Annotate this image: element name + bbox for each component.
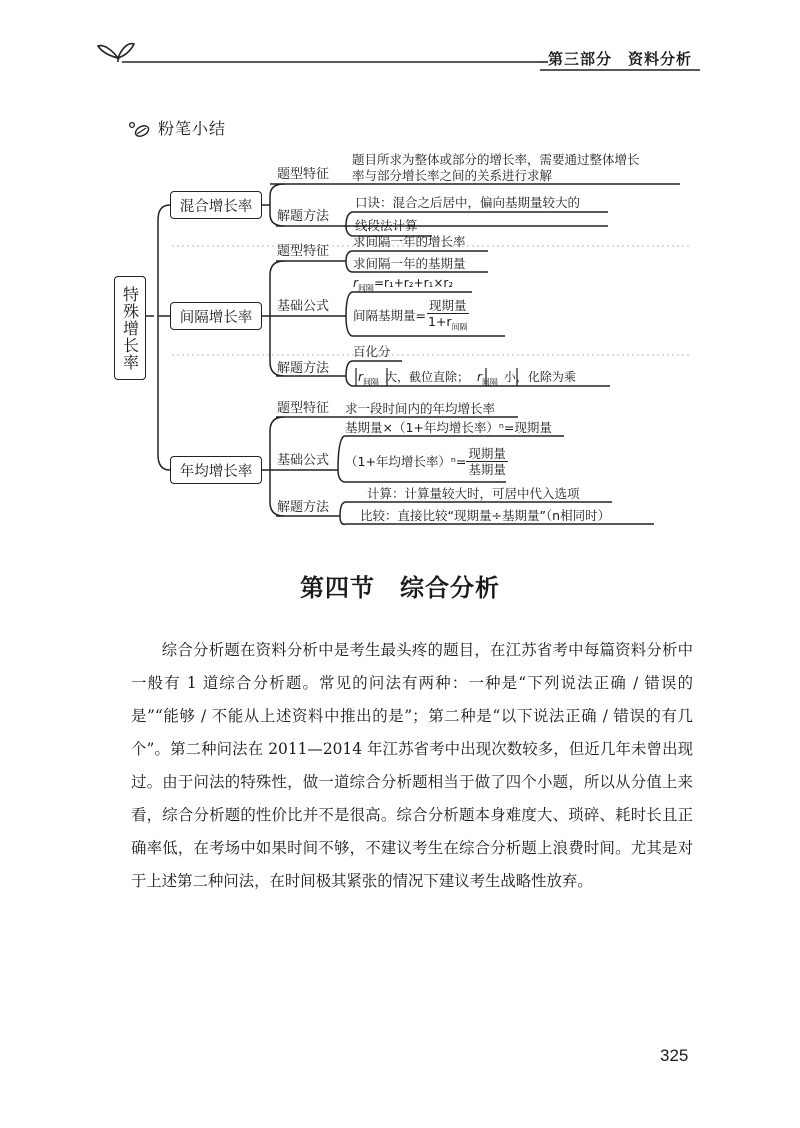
item-label: 解题方法 (277, 209, 330, 224)
item-label: 题型特征 (277, 401, 330, 416)
page-number: 325 (660, 1046, 689, 1065)
compare-big: 大，截位直除； (384, 370, 469, 384)
compare-sub: 间隔 (362, 377, 379, 387)
item-text: 线段法计算 (355, 218, 418, 233)
item-label: 解题方法 (277, 361, 330, 376)
body-paragraph: 综合分析题在资料分析中是考生最头疼的题目，在江苏省考中每篇资料分析中一般有 1 道综合分析题。常见的问法有两种：一种是“下列说法正确 / 错误的是”“能够 / 不能从上述资料中推出的是”；第二种是“以下说法正确 / 错误的有几个”。第二种问法在 2011—2014 年江苏省考中出现次数较多，但近几年未曾出现过。由于问法的特殊性，做一道综合分析题相当于做了四个小题，所以从分值上来看，综合分析题的性价比并不是很高。综合分析题本身难度大、琐碎、耗时长且正确率低，在考场中如果时间不够，不建议考生在综合分析题上浪费时间。尤其是对于上述第二种问法，在时间极其紧张的情况下建议考生战略性放弃。 (131, 641, 693, 890)
compare-small: 小，化除为乘 (503, 370, 576, 384)
item-text: 口诀：混合之后居中，偏向基期量较大的 (355, 195, 581, 210)
item-text: 求一段时间内的年均增长率 (345, 401, 496, 416)
compare-var: r (476, 370, 482, 384)
item-text: 率与部分增长率之间的关系进行求解 (352, 168, 553, 183)
formula-prefix: 间隔基期量= (353, 308, 426, 324)
compare-line (358, 369, 576, 390)
formula-var: r (353, 276, 358, 290)
formula-numerator: 现期量 (429, 298, 467, 313)
item-label: 基础公式 (277, 453, 330, 468)
item-label: 题型特征 (277, 244, 330, 259)
formula-interval-base (353, 298, 470, 335)
formula-interval-rate (353, 275, 453, 296)
root-label: 特殊增长率 (120, 285, 140, 371)
formula-annual (345, 446, 508, 477)
branch-interval-growth (170, 302, 262, 330)
branch-mixed-growth (170, 191, 262, 219)
item-text: 求间隔一年的增长率 (353, 234, 466, 249)
item-text: 求间隔一年的基期量 (353, 256, 466, 271)
item-label: 题型特征 (277, 167, 330, 182)
summary-heading: 粉笔小结 (158, 119, 227, 138)
item-label: 基础公式 (277, 299, 330, 314)
item-label: 解题方法 (277, 500, 330, 515)
item-text: 比较：直接比较“现期量÷基期量”（n相同时） (360, 508, 611, 523)
item-text: 计算：计算量较大时，可居中代入选项 (367, 486, 580, 501)
item-text: 百化分 (353, 344, 391, 359)
header-section-title: 第三部分 资料分析 (548, 50, 693, 68)
formula-denominator (426, 314, 470, 335)
formula-rhs: =r₁+r₂+r₁×r₂ (373, 276, 454, 290)
formula-den-sub: 间隔 (451, 322, 468, 332)
compare-sub: 间隔 (481, 377, 498, 387)
branch-label: 混合增长率 (179, 198, 253, 215)
formula-prefix: （1+年均增长率）ⁿ= (345, 453, 467, 469)
mind-map-root (114, 276, 146, 380)
compare-var: r (358, 370, 363, 384)
formula-numerator: 现期量 (468, 446, 506, 461)
branch-label: 间隔增长率 (179, 309, 253, 326)
branch-annual-growth (170, 456, 262, 484)
item-text: 题目所求为整体或部分的增长率，需要通过整体增长 (352, 152, 640, 167)
formula-denominator: 基期量 (468, 462, 506, 477)
item-text: 基期量×（1+年均增长率）ⁿ=现期量 (345, 420, 552, 435)
branch-label: 年均增长率 (179, 463, 253, 480)
section-title: 第四节 综合分析 (300, 574, 500, 602)
formula-den-text: 1+r (427, 314, 452, 329)
formula-sub: 间隔 (357, 283, 374, 293)
